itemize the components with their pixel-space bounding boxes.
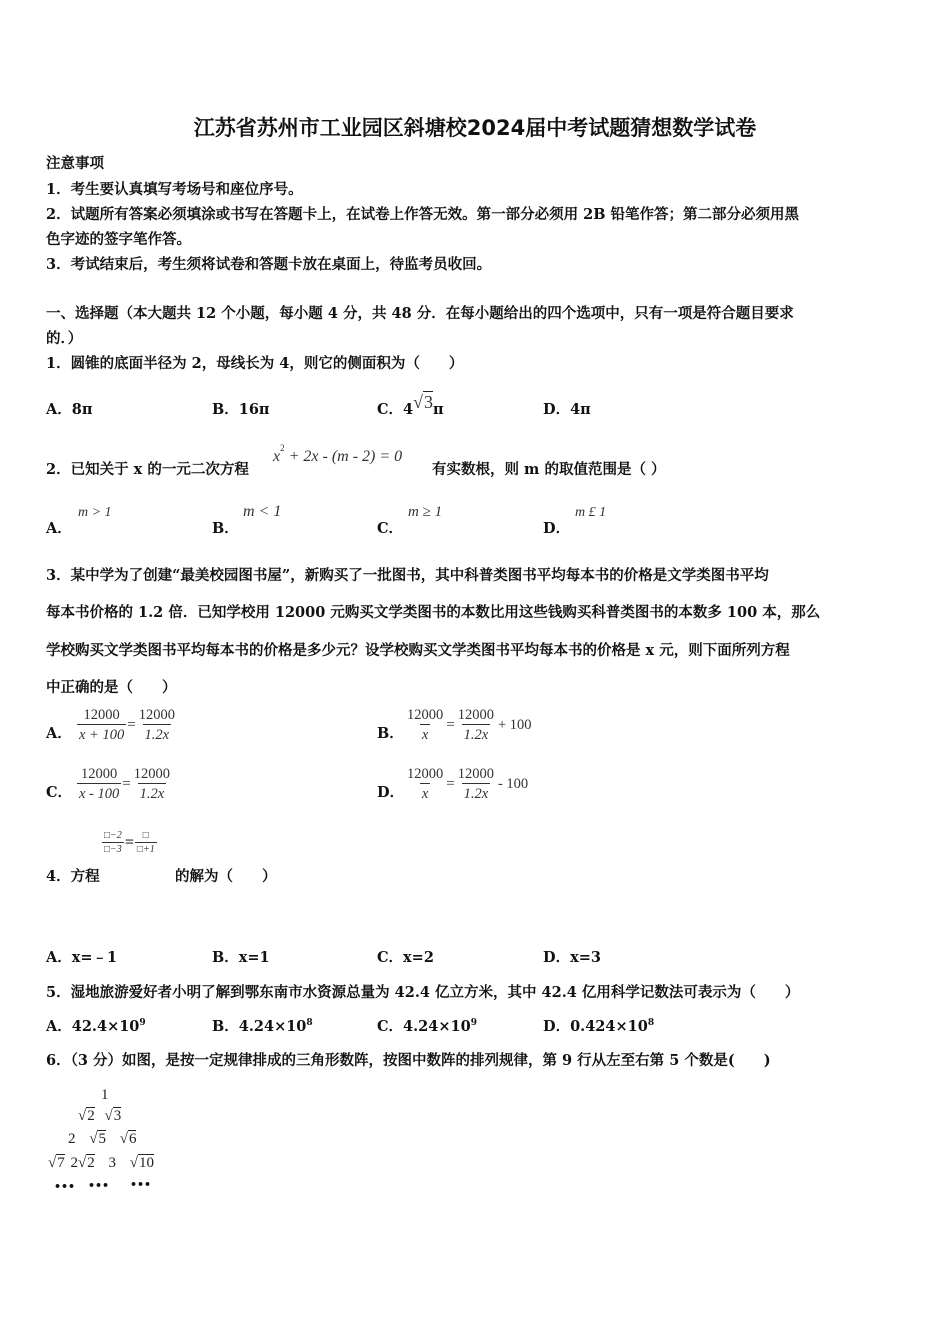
q5-option-c <box>377 1015 477 1036</box>
q3-option-a-label: A． <box>46 725 72 742</box>
sqrt-icon: √ <box>78 1108 87 1124</box>
question-3-stem: 每本书价格的 1.2 倍．已知学校用 12000 元购买文学类图书的本数比用这些钱购买科普类图书的本数多 100 本，那么 <box>46 604 821 621</box>
notice-item: 色字迹的签字笔作答。 <box>46 231 191 248</box>
q5-option-c-base: C．4.24×10 <box>377 1018 471 1035</box>
q2-eq-square: 2 <box>280 442 285 453</box>
q5-option-b-base: B．4.24×10 <box>212 1018 307 1035</box>
equals: = <box>122 776 131 792</box>
q2-option-c-expr: m ≥ 1 <box>408 504 443 520</box>
triangle-cell: 2 <box>68 1131 76 1147</box>
equals: = <box>446 776 455 792</box>
numerator: □ <box>142 830 149 841</box>
question-5-stem: 5．湿地旅游爱好者小明了解到鄂东南市水资源总量为 42.4 亿立方米，其中 42.4 亿用科学记数法可表示为（ ） <box>46 984 800 1001</box>
q1-option-d: D．4π <box>543 401 591 418</box>
numerator: 12000 <box>138 707 175 723</box>
ellipsis: ••• <box>88 1179 110 1192</box>
numerator: 12000 <box>457 707 494 723</box>
numerator: 12000 <box>407 707 444 723</box>
triangle-cell: 10 <box>138 1155 154 1171</box>
notice-item: 3．考试结束后，考生须将试卷和答题卡放在桌面上，待监考员收回。 <box>46 256 492 273</box>
q3-option-c-label: C． <box>46 784 73 801</box>
q1-option-b: B．16π <box>212 401 270 418</box>
triangle-cell: 5 <box>98 1131 106 1147</box>
numerator: 12000 <box>407 766 444 782</box>
numerator: 12000 <box>83 707 120 723</box>
triangle-cell: 6 <box>128 1131 137 1147</box>
fraction <box>137 706 177 745</box>
q3-option-c-formula <box>77 765 172 804</box>
notice-item: 1．考生要认真填写考场号和座位序号。 <box>46 181 303 198</box>
q5-option-b <box>212 1015 313 1036</box>
triangle-row-1: 1 <box>101 1087 109 1103</box>
question-3-stem: 中正确的是（ ） <box>46 679 177 696</box>
triangle-row-3 <box>68 1131 136 1148</box>
q4-option-b: B．x=1 <box>212 949 270 966</box>
question-3-stem: 学校购买文学类图书平均每本书的价格是多少元？设学校购买文学类图书平均每本书的价格是 x 元，则下面所列方程 <box>46 642 790 659</box>
triangle-cell: 2 <box>87 1108 95 1124</box>
q5-option-b-exponent: 8 <box>306 1018 313 1029</box>
question-4-stem-post: 的解为（ ） <box>175 868 277 885</box>
fraction <box>132 765 172 804</box>
equals: = <box>127 717 136 733</box>
sqrt-icon: √ <box>413 392 424 412</box>
q5-option-d-base: D．0.424×10 <box>543 1018 648 1035</box>
q3-option-b-label: B． <box>377 725 404 742</box>
triangle-cell: 3 <box>108 1155 116 1171</box>
section-heading: 一、选择题（本大题共 12 个小题，每小题 4 分，共 48 分．在每小题给出的四个选项中，只有一项是符合题目要求 <box>46 305 794 322</box>
sqrt-icon: √ <box>104 1108 113 1124</box>
q5-option-a-exponent: 9 <box>139 1018 146 1029</box>
q5-option-c-exponent: 9 <box>470 1018 477 1029</box>
q2-option-b-label: B． <box>212 520 239 537</box>
numerator: □−2 <box>104 830 122 841</box>
denominator: x - 100 <box>77 783 121 804</box>
q3-option-d-formula <box>405 765 528 804</box>
triangle-cell-coef: 2 <box>70 1155 78 1171</box>
question-2-stem-pre: 2．已知关于 x 的一元二次方程 <box>46 461 249 478</box>
fraction <box>102 830 124 856</box>
q4-option-c: C．x=2 <box>377 949 434 966</box>
q2-option-b-expr: m < 1 <box>243 503 282 520</box>
q2-eq-rest: + 2x - (m - 2) = 0 <box>288 448 403 465</box>
question-6-stem: 6．（3 分）如图，是按一定规律排成的三角形数阵，按图中数阵的排列规律，第 9 行从左至右第 5 个数是( ) <box>46 1052 771 1069</box>
q5-option-d <box>543 1015 654 1036</box>
notice-heading: 注意事项 <box>46 155 104 172</box>
formula-tail: + 100 <box>497 717 532 733</box>
q2-option-d-expr: m £ 1 <box>575 505 607 520</box>
ellipsis: ••• <box>54 1180 76 1193</box>
q4-option-a: A．x=﹣1 <box>46 949 118 966</box>
q4-option-d: D．x=3 <box>543 949 601 966</box>
q3-option-b-formula <box>405 706 532 745</box>
formula-tail: - 100 <box>497 776 529 792</box>
denominator: 1.2x <box>462 724 491 745</box>
equals: = <box>446 717 455 733</box>
question-4-stem-pre: 4．方程 <box>46 868 100 885</box>
page-title: 江苏省苏州市工业园区斜塘校2024届中考试题猜想数学试卷 <box>193 116 757 140</box>
fraction <box>405 706 445 745</box>
q1-option-a: A．8π <box>46 401 93 418</box>
q2-option-d-label: D． <box>543 520 571 537</box>
fraction <box>77 765 121 804</box>
triangle-row-4 <box>48 1155 154 1172</box>
numerator: 12000 <box>81 766 118 782</box>
denominator: □+1 <box>136 844 155 855</box>
question-1-stem: 1．圆锥的底面半径为 2，母线长为 4，则它的侧面积为（ ） <box>46 355 464 372</box>
denominator: 1.2x <box>462 783 491 804</box>
q2-option-c-label: C． <box>377 520 404 537</box>
fraction <box>77 706 126 745</box>
q5-option-a-base: A．42.4×10 <box>46 1018 140 1035</box>
q1-option-c-root: 3 <box>424 392 434 412</box>
denominator: □−3 <box>104 844 122 855</box>
denominator: x <box>420 724 430 745</box>
equals: = <box>124 834 134 851</box>
sqrt-icon: √ <box>77 1155 87 1171</box>
question-3-stem: 3．某中学为了创建“最美校园图书屋”，新购买了一批图书，其中科普类图书平均每本书的价格是文学类图书平均 <box>46 567 769 584</box>
q2-option-a-expr: m > 1 <box>78 505 112 520</box>
q1-option-c-label: C．4 <box>377 401 414 418</box>
q4-equation <box>102 830 157 856</box>
sqrt-icon: √ <box>89 1131 98 1147</box>
section-heading-cont: 的．） <box>46 330 83 347</box>
sqrt-icon: √ <box>119 1131 128 1147</box>
q5-option-d-exponent: 8 <box>647 1018 655 1029</box>
q2-equation <box>273 442 403 466</box>
triangle-cell: 7 <box>57 1155 65 1171</box>
triangle-cell: 2 <box>87 1155 95 1171</box>
q5-option-a <box>46 1015 146 1036</box>
q1-option-c <box>377 392 444 419</box>
q3-option-a-formula <box>77 706 177 745</box>
numerator: 12000 <box>133 766 170 782</box>
triangle-cell: 3 <box>113 1108 122 1124</box>
triangle-row-2 <box>78 1108 121 1125</box>
fraction <box>456 706 496 745</box>
fraction <box>456 765 496 804</box>
denominator: 1.2x <box>138 783 167 804</box>
sqrt-icon: √ <box>48 1155 57 1171</box>
q1-option-c-pi: π <box>433 401 444 418</box>
numerator: 12000 <box>457 766 494 782</box>
ellipsis: ••• <box>130 1178 152 1191</box>
denominator: x + 100 <box>77 724 126 745</box>
denominator: x <box>420 783 430 804</box>
q2-option-a-label: A． <box>46 520 72 537</box>
notice-item: 2．试题所有答案必须填涂或书写在答题卡上，在试卷上作答无效。第一部分必须用 2B 铅笔作答；第二部分必须用黑 <box>46 206 800 223</box>
q2-eq-x: x <box>273 448 281 465</box>
fraction <box>405 765 445 804</box>
sqrt-icon: √ <box>129 1155 138 1171</box>
question-2-stem-post: 有实数根，则 m 的取值范围是（ ） <box>432 461 666 478</box>
denominator: 1.2x <box>143 724 172 745</box>
fraction <box>135 830 157 856</box>
q3-option-d-label: D． <box>377 784 405 801</box>
